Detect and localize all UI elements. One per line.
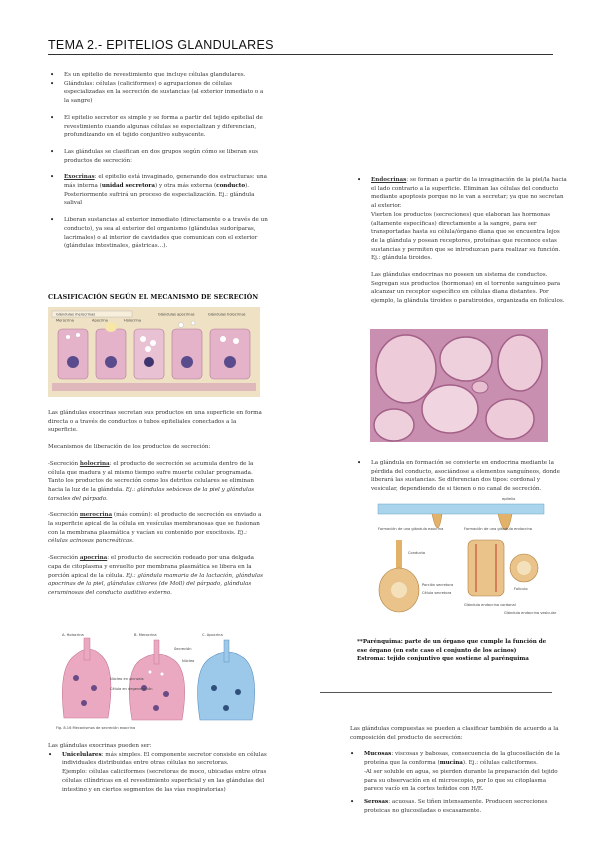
fig1-cell-5 bbox=[210, 329, 250, 379]
fig1-cell-2 bbox=[96, 322, 126, 379]
fig2-label-holocrina: A. Holocrina bbox=[62, 633, 84, 637]
apocrina-example: Ej.: glándula mamaria de la lactación, glándulas apocrinas de la piel, glándulas ciliares (de Moll) del párpado, glándulas ceruminosas del conducto auditivo externo. bbox=[48, 572, 263, 596]
exocrinas-unidad: unidad secretora bbox=[101, 183, 155, 190]
title-divider bbox=[48, 54, 553, 55]
bottom-left bbox=[48, 742, 270, 794]
merocrina-example: Ej.: células acinosas pancreáticas. bbox=[48, 529, 247, 545]
fig2-label-picnosis: Núcleo en picnosis bbox=[110, 677, 144, 681]
secretion-mechanism-figure bbox=[48, 307, 260, 397]
fig2-caption: Fig. 8.16 Mecanismos de secreción exocrina bbox=[56, 726, 136, 730]
apocrina-term: apocrina bbox=[79, 555, 108, 562]
gland-formation-diagram bbox=[372, 494, 557, 632]
unicelulares-term: Unicelulares bbox=[62, 751, 102, 758]
parenquima-line1: **Parénquima: parte de un órgano que cumple la función de ese órgano (en este caso el conjunto de los acinos) bbox=[357, 639, 547, 654]
fig3-label-celula: Célula secretora bbox=[422, 591, 452, 595]
left-body bbox=[48, 409, 266, 598]
bullet-mucosas: • Mucosas: viscosas y babosas, consecuencia de la glucosilación de la proteína que la conforma (mucina). Ej.: células caliciformes. bbox=[364, 750, 562, 767]
merocrina-paragraph: -Secreción merocrina (más común): el producto de secreción es enviado a la superficie apical de la célula en vesículas membranosas que se fusionan con la membrana plasmática y vacían su contenido por exocitosis. Ej.: células acinosas pancreáticas. bbox=[48, 512, 262, 545]
spacer bbox=[64, 165, 268, 173]
fig3-label-cordonal: Glándula endocrina cordonal bbox=[464, 603, 516, 607]
fig2-label-nucleo: Núcleo bbox=[182, 659, 195, 663]
spacer bbox=[64, 106, 268, 114]
mucosas-p2: -Al ser soluble en agua, se pierden durante la preparación del tejido para su observación en el microscopio, por lo que su citoplasma parece vacío en la cortes teñidos con H/E. bbox=[364, 768, 558, 793]
fig1-cell-1 bbox=[58, 329, 88, 379]
spacer bbox=[64, 208, 268, 216]
parenquima-line2: Estroma: tejido conjuntivo que sostiene al parénquima bbox=[357, 656, 529, 663]
unicelulares-example: Ejemplo: células caliciformes (secretoras de moco, ubicadas entre otras células cilíndricas en el revestimiento superficial y en las glándulas del intestino y en ciertos segmentos de las vías respiratorias) bbox=[62, 769, 267, 793]
fig1-cell-4 bbox=[172, 321, 202, 379]
endocrinas-term: Endocrinas bbox=[371, 177, 407, 183]
bullet-epitelio: • Es un epitelio de revestimiento que incluye células glandulares. bbox=[64, 71, 268, 80]
apocrina-paragraph: -Secreción apocrina: el producto de secreción rodeado por una delgada capa de citoplasma y envuelto por membrana plasmática se libera en la porción apical de la célula. Ej.: glándula mamaria de la lactación, glándulas apocrinas de la piel, glándulas ciliares (de Moll) del párpado, glándulas ceruminosas del conducto auditivo externo. bbox=[48, 555, 263, 596]
merocrina-term: merocrina bbox=[79, 512, 113, 519]
parenquima-block bbox=[357, 638, 557, 664]
bullet-unicelulares: • Unicelulares: más simples. El componente secretor consiste en células individuales distribuidas entre otras células no secretoras. bbox=[62, 751, 270, 768]
fig1-cell-3 bbox=[134, 329, 164, 379]
exocrinas-text: : el epitelio está invaginado, generando dos estructuras: una más interna ( bbox=[64, 174, 267, 190]
fig1-label-apocrinas: Glándulas apocrinas bbox=[158, 312, 195, 317]
bullet-serosas: • Serosas: acuosas. Se tiñen intensamente. Producen secreciones proteicas no glucosiladas o escasamente. bbox=[364, 798, 562, 815]
holocrina-paragraph: -Secreción holocrina: el producto de secreción se acumula dentro de la célula que madura y al mismo tiempo sufre muerte celular programada. Tanto los productos de secreción como los detritos celulares se eliminan hacia la luz de la glándula. Ej.: glándulas sebáceas de la piel y glándulas tarsales del párpado. bbox=[48, 460, 255, 502]
fig3-label-foliculo: Folículo bbox=[514, 587, 528, 591]
fig1-label-apocrina: Apocrina bbox=[92, 318, 108, 323]
fig1-label-holocrinas: Glándulas holocrinas bbox=[208, 312, 246, 317]
section-heading: CLASIFICACIÓN SEGÚN EL MECANISMO DE SECRECIÓN bbox=[48, 294, 259, 301]
fig3-label-conducto: Conducto bbox=[408, 551, 426, 555]
spacer bbox=[64, 140, 268, 148]
fig1-label-holocrina: Holocrina bbox=[124, 318, 142, 323]
exocrinas-mid: ) y otra más externa ( bbox=[154, 183, 217, 190]
fig3-label-epitelio: epitelio bbox=[502, 497, 516, 501]
fig3-label-porcion: Porción secretora bbox=[422, 583, 454, 587]
endocrinas-p2: Vierten los productos (secreciones) que elaboran las hormonas (altamente específicas) directamente a la sangre, para ser transportadas hasta su célula/órgano diana que se encuentra lejos de la glándula y posean receptores, proteínas que reconoce estas sustancias y permiten que se introduzcan para realizar su función. Ej.: glándula tiroides. bbox=[371, 211, 561, 262]
mucosas-term: Mucosas bbox=[364, 751, 392, 758]
left-intro bbox=[64, 71, 268, 251]
mecanismos: Mecanismos de liberación de los productos de secreción: bbox=[48, 444, 211, 451]
bullet-exocrinas bbox=[64, 173, 268, 208]
fig3-endocrine-cordonal bbox=[468, 540, 504, 596]
bullet-endocrinas: • Endocrinas: se forman a partir de la invaginación de la piel/la hacia el lado contrario a la superficie. Eliminan las células del conducto mediante apoptosis porque no le van a secretar; ya que no secretan al exterior. bbox=[371, 176, 567, 211]
page-title: TEMA 2.- EPITELIOS GLANDULARES bbox=[48, 38, 274, 52]
fig2-label-merocrina: B. Merocrina bbox=[134, 633, 157, 637]
fig3-label-endocrina: Formación de una glándula endocrina bbox=[464, 527, 532, 531]
compuestas-block bbox=[350, 725, 562, 815]
bullet-formacion: • La glándula en formación se convierte en endocrina mediante la pérdida del conducto, asociándose a elementos sanguíneos, donde liberará las sustancias. Se diferencian dos tipos: cordonal y vesicular, dependiendo de si tienen o no canal de secreción. bbox=[371, 459, 567, 494]
exocrinas-end: ). Posteriormente sufrirá un proceso de especialización. Ej.: glándula salival bbox=[64, 183, 255, 207]
exo-paragraph: Las glándulas exocrinas secretan sus productos en una superficie en forma directa o a través de conductos o tubos epiteliales conectados a la superficie. bbox=[48, 410, 262, 434]
compuestas-intro: Las glándulas compuestas se pueden a clasificar también de acuerdo a la composición del producto de secreción: bbox=[350, 726, 559, 741]
fig2-label-apocrina: C. Apocrina bbox=[202, 633, 223, 637]
endocrinas-p3: Las glándulas endocrinas no poseen un sistema de conductos. Segregan sus productos (hormonas) en el torrente sanguíneo para alcanzar un receptor específico en células diana distantes. Por ejemplo, la glándula tiroides o paratiroides, organizada en folículos. bbox=[371, 272, 565, 305]
fig3-label-exocrina: Formación de una glándula exocrina bbox=[378, 527, 444, 531]
bullet-clasifican: • Las glándulas se clasifican en dos grupos según cómo se liberan sus productos de secreción: bbox=[64, 148, 268, 165]
bullet-glandulas: • Glándulas: células (caliciformes) o agrupaciones de células especializadas en la secreción de sustancias (al exterior inmediato o a la sangre) bbox=[64, 80, 268, 106]
bullet-liberan: • Liberan sustancias al exterior inmediato (directamente o a través de un conducto), ya sea al exterior del organismo (glándulas sudoríparas, lacrimales) o al interior de cavidades que comunican con el exterior (glándulas intestinales, gástricas…). bbox=[64, 216, 268, 251]
formacion-block bbox=[371, 459, 567, 494]
endocrinas-block bbox=[371, 176, 567, 306]
holocrina-example: Ej.: glándulas sebáceas de la piel y glándulas tarsales del párpado. bbox=[48, 486, 255, 502]
fig3-label-vesicular: Glándula endocrina vesicular bbox=[504, 611, 557, 615]
exocrine-mechanisms-figure bbox=[54, 628, 264, 732]
holocrina-term: holocrina bbox=[79, 460, 110, 467]
fig2-label-secrecion: Secreción bbox=[174, 647, 192, 651]
exocrinas-term: Exocrinas bbox=[64, 174, 95, 181]
serosas-term: Serosas bbox=[364, 798, 389, 805]
fig2-label-degeneracion: Célula en degeneración bbox=[110, 687, 153, 691]
exocrinas-conducto: conducto bbox=[216, 183, 246, 190]
mucosas-mucina: mucina bbox=[439, 760, 463, 767]
fig1-label-merocrina: Merocrina bbox=[56, 318, 74, 323]
pueden-ser: Las glándulas exocrinas pueden ser: bbox=[48, 743, 152, 749]
fig3-endocrine-vesicular bbox=[510, 554, 538, 582]
right-divider bbox=[320, 692, 552, 693]
fig1-label-merocrinas: Glándulas merocrinas bbox=[56, 312, 96, 317]
thyroid-micrograph bbox=[370, 329, 548, 442]
bullet-epitelio-secretor: • El epitelio secretor es simple y se forma a partir del tejido epitelial de revestimiento cuando algunas células se especializan y diferencian, profundizando en el tejido conjuntivo subyacente. bbox=[64, 114, 268, 140]
